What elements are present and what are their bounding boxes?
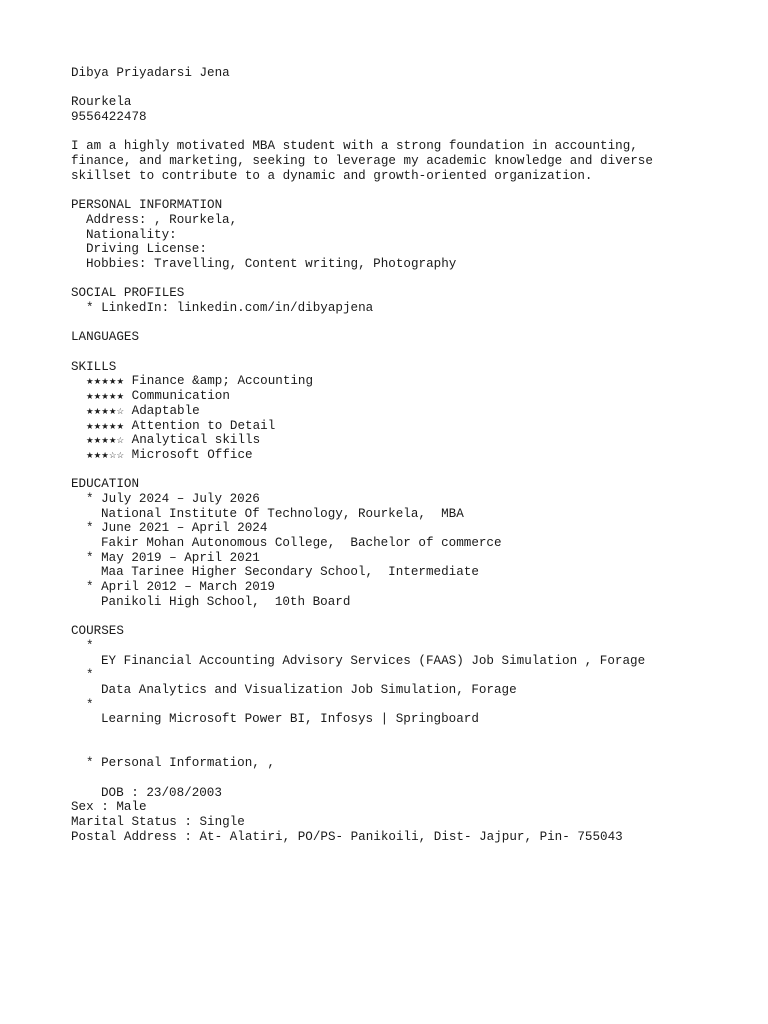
extra-postal-address: Postal Address : At- Alatiri, PO/PS- Panikoili, Dist- Jajpur, Pin- 755043	[71, 829, 623, 844]
candidate-phone: 9556422478	[71, 110, 147, 125]
education-dates: * July 2024 – July 2026	[86, 491, 260, 506]
skill-label: Analytical skills	[131, 433, 261, 448]
section-heading-languages: LANGUAGES	[71, 330, 140, 345]
skill-label: Communication	[131, 389, 230, 404]
extra-dob: DOB : 23/08/2003	[101, 785, 222, 800]
course-bullet: *	[86, 638, 94, 653]
education-detail: Maa Tarinee Higher Secondary School, Intermediate	[101, 565, 479, 580]
course-item: Data Analytics and Visualization Job Simulation, Forage	[101, 682, 517, 697]
skill-item	[71, 374, 761, 389]
education-dates: * June 2021 – April 2024	[86, 521, 268, 536]
skill-label: Attention to Detail	[131, 418, 276, 433]
section-heading-courses: COURSES	[71, 624, 124, 639]
extra-sex: Sex : Male	[71, 800, 147, 815]
candidate-name: Dibya Priyadarsi Jena	[71, 66, 230, 80]
personal-address: Address: , Rourkela,	[86, 212, 238, 227]
personal-nationality: Nationality:	[86, 227, 177, 242]
course-item: EY Financial Accounting Advisory Services (FAAS) Job Simulation , Forage	[101, 653, 646, 668]
skill-label: Finance &amp; Accounting	[131, 374, 314, 389]
skill-rating-stars: ★★★★★	[86, 421, 125, 432]
resume-document	[71, 66, 761, 844]
skill-item	[71, 433, 761, 448]
course-bullet: *	[86, 668, 94, 683]
education-detail: National Institute Of Technology, Rourkela, MBA	[101, 506, 464, 521]
social-linkedin: * LinkedIn: linkedin.com/in/dibyapjena	[86, 301, 374, 315]
education-dates: * April 2012 – March 2019	[86, 580, 275, 595]
education-detail: Panikoli High School, 10th Board	[101, 594, 351, 609]
skill-rating-stars: ★★★★★	[86, 392, 125, 403]
summary-line: skillset to contribute to a dynamic and growth-oriented organization.	[71, 168, 593, 183]
skill-item	[71, 448, 761, 463]
course-bullet: *	[86, 697, 94, 712]
skill-rating-stars: ★★★★★	[86, 377, 125, 388]
section-heading-skills: SKILLS	[71, 359, 117, 374]
extra-marital-status: Marital Status : Single	[71, 815, 245, 830]
course-item: Learning Microsoft Power BI, Infosys | Springboard	[101, 712, 479, 727]
skill-item	[71, 389, 761, 404]
skill-rating-stars: ★★★☆☆	[86, 450, 125, 461]
candidate-city: Rourkela	[71, 95, 132, 110]
skill-item	[71, 404, 761, 419]
personal-hobbies: Hobbies: Travelling, Content writing, Photography	[86, 256, 457, 271]
personal-driving-license: Driving License:	[86, 242, 207, 257]
section-heading-education: EDUCATION	[71, 477, 140, 492]
extra-personal-heading: * Personal Information, ,	[86, 756, 275, 771]
skill-rating-stars: ★★★★☆	[86, 406, 125, 417]
skill-rating-stars: ★★★★☆	[86, 436, 125, 447]
education-detail: Fakir Mohan Autonomous College, Bachelor of commerce	[101, 536, 502, 550]
summary-line: I am a highly motivated MBA student with a strong foundation in accounting,	[71, 139, 638, 154]
section-heading-personal: PERSONAL INFORMATION	[71, 198, 223, 213]
section-heading-social: SOCIAL PROFILES	[71, 286, 185, 301]
skill-item	[71, 419, 761, 434]
education-dates: * May 2019 – April 2021	[86, 550, 260, 565]
summary-line: finance, and marketing, seeking to leverage my academic knowledge and diverse	[71, 154, 653, 169]
skill-label: Adaptable	[131, 403, 200, 418]
skill-label: Microsoft Office	[131, 447, 253, 462]
